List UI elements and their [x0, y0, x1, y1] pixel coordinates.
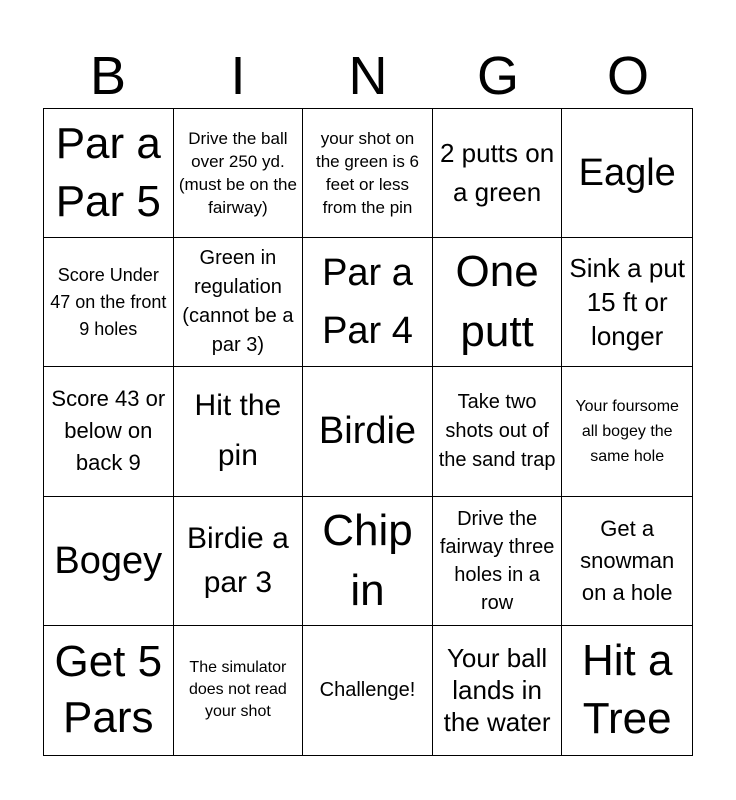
cell-text: Sink a put 15 ft or longer — [569, 253, 686, 352]
bingo-board — [43, 108, 693, 756]
bingo-cell[interactable] — [44, 626, 174, 755]
bingo-cell[interactable] — [44, 238, 174, 367]
bingo-cell[interactable] — [174, 238, 304, 367]
cell-text: Birdie — [318, 410, 417, 453]
cell-text: Eagle — [578, 152, 676, 195]
cell-text: Hit the pin — [194, 389, 282, 473]
cell-text: Take two shots out of the sand trap — [438, 390, 556, 471]
header-letter-i: I — [230, 46, 246, 106]
cell-text: Drive the fairway three holes in a row — [439, 507, 555, 614]
cell-text: Par a Par 5 — [55, 119, 161, 227]
cell-text: One putt — [455, 247, 539, 357]
bingo-cell[interactable] — [562, 109, 692, 238]
cell-text: Birdie a par 3 — [187, 521, 289, 599]
cell-text: Your foursome all bogey the same hole — [575, 397, 679, 465]
cell-text: 2 putts on a green — [439, 138, 555, 208]
bingo-cell[interactable] — [433, 497, 563, 626]
bingo-cell[interactable] — [562, 497, 692, 626]
header-letter-g: G — [476, 46, 519, 106]
bingo-cell[interactable] — [303, 497, 433, 626]
header-letter-n: N — [348, 46, 388, 106]
cell-text: Get 5 Pars — [54, 637, 163, 743]
bingo-cell[interactable] — [303, 626, 433, 755]
bingo-cell[interactable] — [562, 367, 692, 496]
bingo-cell[interactable] — [174, 367, 304, 496]
bingo-cell[interactable] — [562, 626, 692, 755]
cell-text: Green in regulation (cannot be a par 3) — [182, 247, 294, 357]
bingo-cell[interactable] — [562, 238, 692, 367]
cell-text: Score Under 47 on the front 9 holes — [50, 264, 167, 339]
cell-text: Hit a Tree — [581, 636, 673, 744]
bingo-cell[interactable] — [303, 238, 433, 367]
cell-text: Chip in — [322, 505, 413, 615]
bingo-header — [43, 44, 693, 108]
bingo-cell[interactable] — [433, 109, 563, 238]
cell-text: Par a Par 4 — [322, 252, 413, 353]
cell-text: Your ball lands in the water — [443, 643, 551, 738]
cell-text: your shot on the green is 6 feet or less from the pin — [315, 129, 419, 218]
cell-text: Score 43 or below on back 9 — [51, 386, 166, 476]
bingo-cell[interactable] — [433, 626, 563, 755]
bingo-cell[interactable] — [44, 367, 174, 496]
bingo-cell[interactable] — [303, 367, 433, 496]
cell-text: Bogey — [54, 539, 163, 582]
bingo-cell[interactable] — [174, 497, 304, 626]
cell-text: The simulator does not read your shot — [188, 659, 287, 721]
bingo-cell[interactable] — [433, 238, 563, 367]
bingo-cell[interactable] — [303, 109, 433, 238]
header-letter-b: B — [89, 46, 127, 106]
bingo-cell[interactable] — [174, 626, 304, 755]
header-letter-o: O — [606, 46, 649, 106]
cell-text: Get a snowman on a hole — [580, 515, 675, 605]
bingo-cell[interactable] — [44, 497, 174, 626]
cell-text: Drive the ball over 250 yd. (must be on the fairway) — [178, 129, 297, 218]
cell-text: Challenge! — [319, 678, 416, 701]
bingo-cell[interactable] — [44, 109, 174, 238]
bingo-cell[interactable] — [433, 367, 563, 496]
bingo-cell[interactable] — [174, 109, 304, 238]
